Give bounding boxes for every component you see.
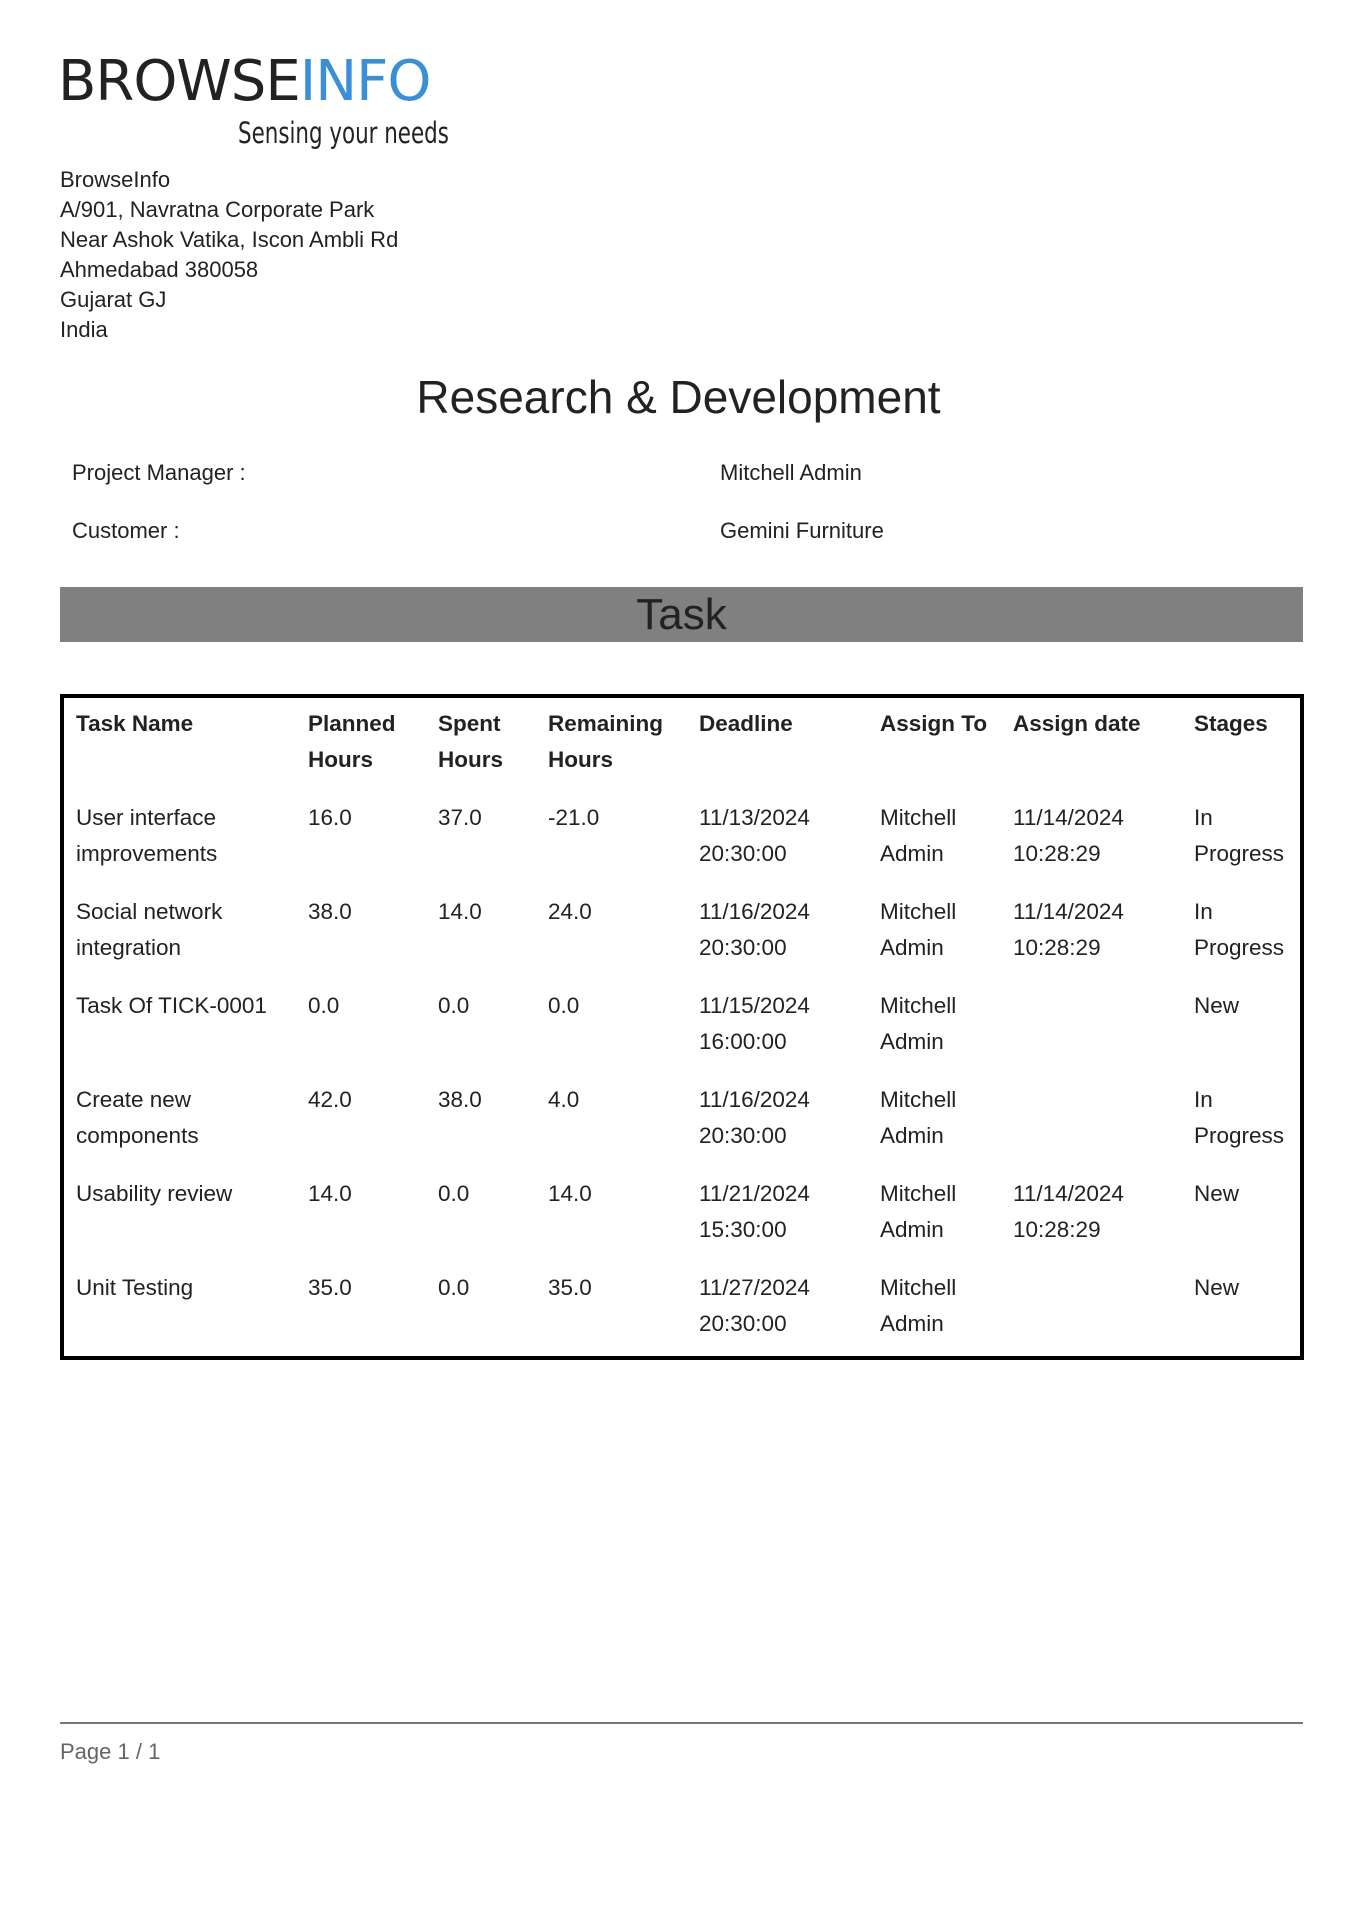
cell-line: Mitchell bbox=[880, 805, 957, 830]
cell-stage bbox=[1194, 800, 1284, 872]
cell-line: 38.0 bbox=[308, 899, 352, 924]
cell-line: Usability review bbox=[76, 1181, 233, 1206]
cell-line: Admin bbox=[880, 935, 944, 960]
cell-line: 11/21/2024 bbox=[699, 1181, 810, 1206]
header-line: Stages bbox=[1194, 711, 1268, 736]
logo-part-info: INFO bbox=[299, 49, 431, 114]
cell-line: User interface bbox=[76, 805, 217, 830]
address-line: BrowseInfo bbox=[60, 167, 171, 192]
cell-line: 42.0 bbox=[308, 1087, 352, 1112]
header-line: Hours bbox=[438, 747, 504, 772]
cell-task-name bbox=[76, 988, 267, 1024]
address-line: Ahmedabad 380058 bbox=[60, 257, 259, 282]
cell-assign-to bbox=[880, 988, 956, 1060]
cell-spent-hours bbox=[438, 800, 482, 836]
cell-deadline bbox=[699, 894, 810, 966]
cell-spent-hours bbox=[438, 1176, 469, 1212]
cell-spent-hours bbox=[438, 988, 469, 1024]
cell-line: Unit Testing bbox=[76, 1275, 194, 1300]
cell-line: Progress bbox=[1194, 1123, 1285, 1148]
cell-line: 10:28:29 bbox=[1013, 1217, 1101, 1242]
cell-deadline bbox=[699, 1082, 810, 1154]
header-line: Deadline bbox=[699, 711, 793, 736]
cell-line: 37.0 bbox=[438, 805, 482, 830]
cell-line: Mitchell bbox=[880, 1181, 957, 1206]
cell-line: 15:30:00 bbox=[699, 1217, 787, 1242]
cell-line: 20:30:00 bbox=[699, 1311, 787, 1336]
header-line: Hours bbox=[308, 747, 374, 772]
cell-line: improvements bbox=[76, 841, 218, 866]
logo-part-browse: BROWSE bbox=[58, 49, 300, 114]
cell-planned-hours bbox=[308, 1176, 352, 1212]
header-line: Task Name bbox=[76, 711, 194, 736]
column-header-assign-date bbox=[1013, 706, 1141, 742]
footer-divider bbox=[60, 1722, 1303, 1724]
cell-line: 11/13/2024 bbox=[699, 805, 810, 830]
cell-line: 11/14/2024 bbox=[1013, 805, 1124, 830]
cell-remaining-hours bbox=[548, 894, 592, 930]
customer-label: Customer : bbox=[72, 518, 180, 543]
cell-line: 11/15/2024 bbox=[699, 993, 810, 1018]
cell-line: Mitchell bbox=[880, 899, 957, 924]
cell-line: 35.0 bbox=[548, 1275, 592, 1300]
column-header-planned-hours bbox=[308, 706, 396, 778]
customer-value: Gemini Furniture bbox=[720, 518, 884, 543]
cell-stage bbox=[1194, 1176, 1239, 1212]
cell-line: Progress bbox=[1194, 841, 1285, 866]
cell-line: New bbox=[1194, 1181, 1240, 1206]
cell-deadline bbox=[699, 1176, 810, 1248]
cell-line: 0.0 bbox=[548, 993, 580, 1018]
header-line: Hours bbox=[548, 747, 614, 772]
cell-line: 16.0 bbox=[308, 805, 352, 830]
cell-planned-hours bbox=[308, 1270, 352, 1306]
cell-line: 14.0 bbox=[548, 1181, 592, 1206]
cell-spent-hours bbox=[438, 1270, 469, 1306]
cell-line: New bbox=[1194, 1275, 1240, 1300]
cell-task-name bbox=[76, 1270, 193, 1306]
cell-line: Admin bbox=[880, 1217, 944, 1242]
cell-remaining-hours bbox=[548, 988, 579, 1024]
cell-line: 11/16/2024 bbox=[699, 899, 810, 924]
cell-line: 14.0 bbox=[438, 899, 482, 924]
cell-line: -21.0 bbox=[548, 805, 600, 830]
cell-line: 0.0 bbox=[438, 1275, 470, 1300]
task-section-title: Task bbox=[636, 590, 727, 639]
cell-line: In bbox=[1194, 899, 1213, 924]
logo-wordmark bbox=[58, 49, 431, 114]
cell-task-name bbox=[76, 1082, 199, 1154]
cell-assign-to bbox=[880, 894, 956, 966]
cell-task-name bbox=[76, 800, 217, 872]
cell-deadline bbox=[699, 1270, 810, 1342]
cell-planned-hours bbox=[308, 800, 352, 836]
cell-line: integration bbox=[76, 935, 182, 960]
task-section-header bbox=[60, 587, 1303, 642]
cell-planned-hours bbox=[308, 894, 352, 930]
cell-line: In bbox=[1194, 1087, 1213, 1112]
header-line: Remaining bbox=[548, 711, 664, 736]
cell-line: Admin bbox=[880, 841, 944, 866]
cell-task-name bbox=[76, 894, 222, 966]
cell-line: 24.0 bbox=[548, 899, 592, 924]
cell-assign-date bbox=[1013, 1176, 1124, 1248]
cell-line: In bbox=[1194, 805, 1213, 830]
cell-line: 11/14/2024 bbox=[1013, 899, 1124, 924]
project-manager-value: Mitchell Admin bbox=[720, 460, 862, 485]
column-header-stage bbox=[1194, 706, 1268, 742]
task-table bbox=[60, 694, 1304, 1360]
header-line: Assign date bbox=[1013, 711, 1141, 736]
company-logo bbox=[58, 49, 468, 162]
cell-line: Create new bbox=[76, 1087, 192, 1112]
cell-planned-hours bbox=[308, 988, 339, 1024]
cell-stage bbox=[1194, 1270, 1239, 1306]
address-line: Gujarat GJ bbox=[60, 287, 167, 312]
cell-line: Progress bbox=[1194, 935, 1285, 960]
company-address bbox=[60, 165, 398, 345]
cell-line: New bbox=[1194, 993, 1240, 1018]
cell-line: 20:30:00 bbox=[699, 1123, 787, 1148]
cell-remaining-hours bbox=[548, 1082, 579, 1118]
cell-line: Mitchell bbox=[880, 1275, 957, 1300]
cell-line: Mitchell bbox=[880, 993, 957, 1018]
column-header-task-name bbox=[76, 706, 193, 742]
cell-line: 35.0 bbox=[308, 1275, 352, 1300]
cell-line: Social network bbox=[76, 899, 223, 924]
cell-assign-date bbox=[1013, 800, 1124, 872]
column-header-spent-hours bbox=[438, 706, 503, 778]
cell-line: 11/14/2024 bbox=[1013, 1181, 1124, 1206]
cell-line: 10:28:29 bbox=[1013, 935, 1101, 960]
cell-assign-to bbox=[880, 1270, 956, 1342]
cell-line: 20:30:00 bbox=[699, 841, 787, 866]
address-line: A/901, Navratna Corporate Park bbox=[60, 197, 375, 222]
cell-line: Admin bbox=[880, 1029, 944, 1054]
project-manager-label: Project Manager : bbox=[72, 460, 246, 485]
column-header-deadline bbox=[699, 706, 793, 742]
cell-deadline bbox=[699, 800, 810, 872]
cell-line: 0.0 bbox=[438, 1181, 470, 1206]
cell-deadline bbox=[699, 988, 810, 1060]
header-line: Spent bbox=[438, 711, 501, 736]
cell-line: 4.0 bbox=[548, 1087, 580, 1112]
header-line: Assign To bbox=[880, 711, 988, 736]
cell-assign-to bbox=[880, 1176, 956, 1248]
cell-line: 16:00:00 bbox=[699, 1029, 787, 1054]
cell-line: 0.0 bbox=[438, 993, 470, 1018]
cell-remaining-hours bbox=[548, 1270, 592, 1306]
cell-spent-hours bbox=[438, 1082, 482, 1118]
address-line: India bbox=[60, 317, 108, 342]
cell-assign-to bbox=[880, 1082, 956, 1154]
cell-line: Mitchell bbox=[880, 1087, 957, 1112]
cell-stage bbox=[1194, 1082, 1284, 1154]
cell-line: 20:30:00 bbox=[699, 935, 787, 960]
cell-line: 10:28:29 bbox=[1013, 841, 1101, 866]
cell-assign-date bbox=[1013, 894, 1124, 966]
address-line: Near Ashok Vatika, Iscon Ambli Rd bbox=[60, 227, 399, 252]
logo-tagline: Sensing your needs bbox=[238, 116, 449, 150]
cell-line: Task Of TICK-0001 bbox=[76, 993, 267, 1018]
cell-line: Admin bbox=[880, 1123, 944, 1148]
cell-line: 14.0 bbox=[308, 1181, 352, 1206]
column-header-assign-to bbox=[880, 706, 987, 742]
cell-line: components bbox=[76, 1123, 199, 1148]
cell-line: Admin bbox=[880, 1311, 944, 1336]
cell-remaining-hours bbox=[548, 800, 599, 836]
header-line: Planned bbox=[308, 711, 396, 736]
cell-remaining-hours bbox=[548, 1176, 592, 1212]
cell-line: 0.0 bbox=[308, 993, 340, 1018]
cell-line: 11/16/2024 bbox=[699, 1087, 810, 1112]
cell-stage bbox=[1194, 894, 1284, 966]
project-title: Research & Development bbox=[416, 371, 941, 423]
cell-stage bbox=[1194, 988, 1239, 1024]
cell-task-name bbox=[76, 1176, 232, 1212]
cell-planned-hours bbox=[308, 1082, 352, 1118]
cell-line: 11/27/2024 bbox=[699, 1275, 810, 1300]
cell-assign-to bbox=[880, 800, 956, 872]
column-header-remaining-hours bbox=[548, 706, 663, 778]
cell-spent-hours bbox=[438, 894, 482, 930]
page-number: Page 1 / 1 bbox=[60, 1739, 161, 1764]
cell-line: 38.0 bbox=[438, 1087, 482, 1112]
